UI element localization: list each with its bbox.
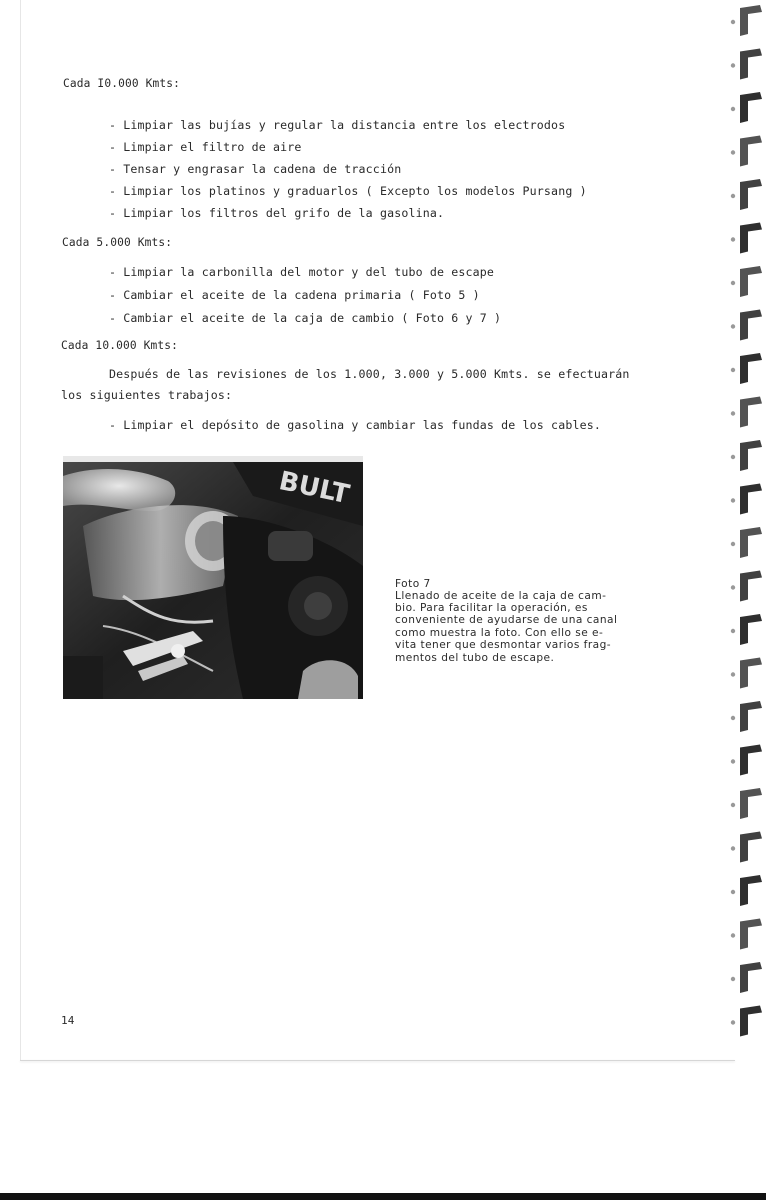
binding-clip-icon: [731, 701, 762, 732]
binding-clip-icon: [731, 440, 762, 471]
list-item: - Cambiar el aceite de la caja de cambio ( Foto 6 y 7 ): [109, 311, 502, 325]
paragraph-line: los siguientes trabajos:: [61, 388, 233, 402]
binding-clip-icon: [731, 5, 762, 36]
section-heading-2: Cada 5.000 Kmts:: [62, 236, 173, 249]
list-item: - Limpiar las bujías y regular la distancia entre los electrodos: [109, 118, 566, 132]
binding-clip-icon: [731, 136, 762, 167]
section-heading-3: Cada 10.000 Kmts:: [61, 339, 179, 352]
binding-clip-icon: [731, 223, 762, 254]
list-item: - Limpiar el depósito de gasolina y cambiar las fundas de los cables.: [109, 418, 601, 432]
sheet-bottom-edge: [20, 1060, 735, 1061]
screen-bottom-bar: [0, 1193, 766, 1200]
photo-caption-line: Llenado de aceite de la caja de cam-: [395, 590, 607, 602]
photo-image-icon: [63, 456, 363, 699]
list-item: - Limpiar la carbonilla del motor y del tubo de escape: [109, 265, 495, 279]
binding-clip-icon: [731, 658, 762, 689]
list-item: - Limpiar los platinos y graduarlos ( Excepto los modelos Pursang ): [109, 184, 587, 198]
binding-clip-icon: [731, 875, 762, 906]
section-heading-1: Cada I0.000 Kmts:: [63, 77, 181, 90]
binding-clip-icon: [731, 527, 762, 558]
binding-clip-icon: [731, 788, 762, 819]
list-item: - Cambiar el aceite de la cadena primaria ( Foto 5 ): [109, 288, 480, 302]
binding-clip-icon: [731, 310, 762, 341]
binding-clip-icon: [731, 1006, 762, 1037]
spiral-binding-icon: [726, 0, 766, 1060]
sheet-left-edge: [20, 0, 21, 1061]
binding-clip-icon: [731, 832, 762, 863]
binding-clip-icon: [731, 179, 762, 210]
photo-caption-line: como muestra la foto. Con ello se e-: [395, 627, 604, 639]
binding-clip-icon: [731, 397, 762, 428]
photo-caption-line: conveniente de ayudarse de una canal: [395, 614, 618, 626]
binding-clip-icon: [731, 266, 762, 297]
photo-caption-line: Foto 7: [395, 578, 431, 590]
binding-clip-icon: [731, 962, 762, 993]
binding-clip-icon: [731, 353, 762, 384]
photo-gearbox-oil-filling: [63, 456, 363, 699]
page-number: 14: [61, 1014, 75, 1027]
binding-clip-icon: [731, 571, 762, 602]
list-item: - Tensar y engrasar la cadena de tracción: [109, 162, 402, 176]
paragraph-line: Después de las revisiones de los 1.000, 3.000 y 5.000 Kmts. se efectuarán: [109, 367, 630, 381]
photo-caption-line: vita tener que desmontar varios frag-: [395, 639, 612, 651]
photo-caption-line: bio. Para facilitar la operación, es: [395, 602, 588, 614]
binding-clip-icon: [731, 92, 762, 123]
binding-clip-icon: [731, 745, 762, 776]
list-item: - Limpiar el filtro de aire: [109, 140, 302, 154]
binding-clip-icon: [731, 614, 762, 645]
photo-caption-line: mentos del tubo de escape.: [395, 652, 555, 664]
binding-clip-icon: [731, 484, 762, 515]
list-item: - Limpiar los filtros del grifo de la gasolina.: [109, 206, 445, 220]
svg-text:BULT: BULT: [276, 466, 352, 511]
binding-clip-icon: [731, 49, 762, 80]
binding-clip-icon: [731, 919, 762, 950]
